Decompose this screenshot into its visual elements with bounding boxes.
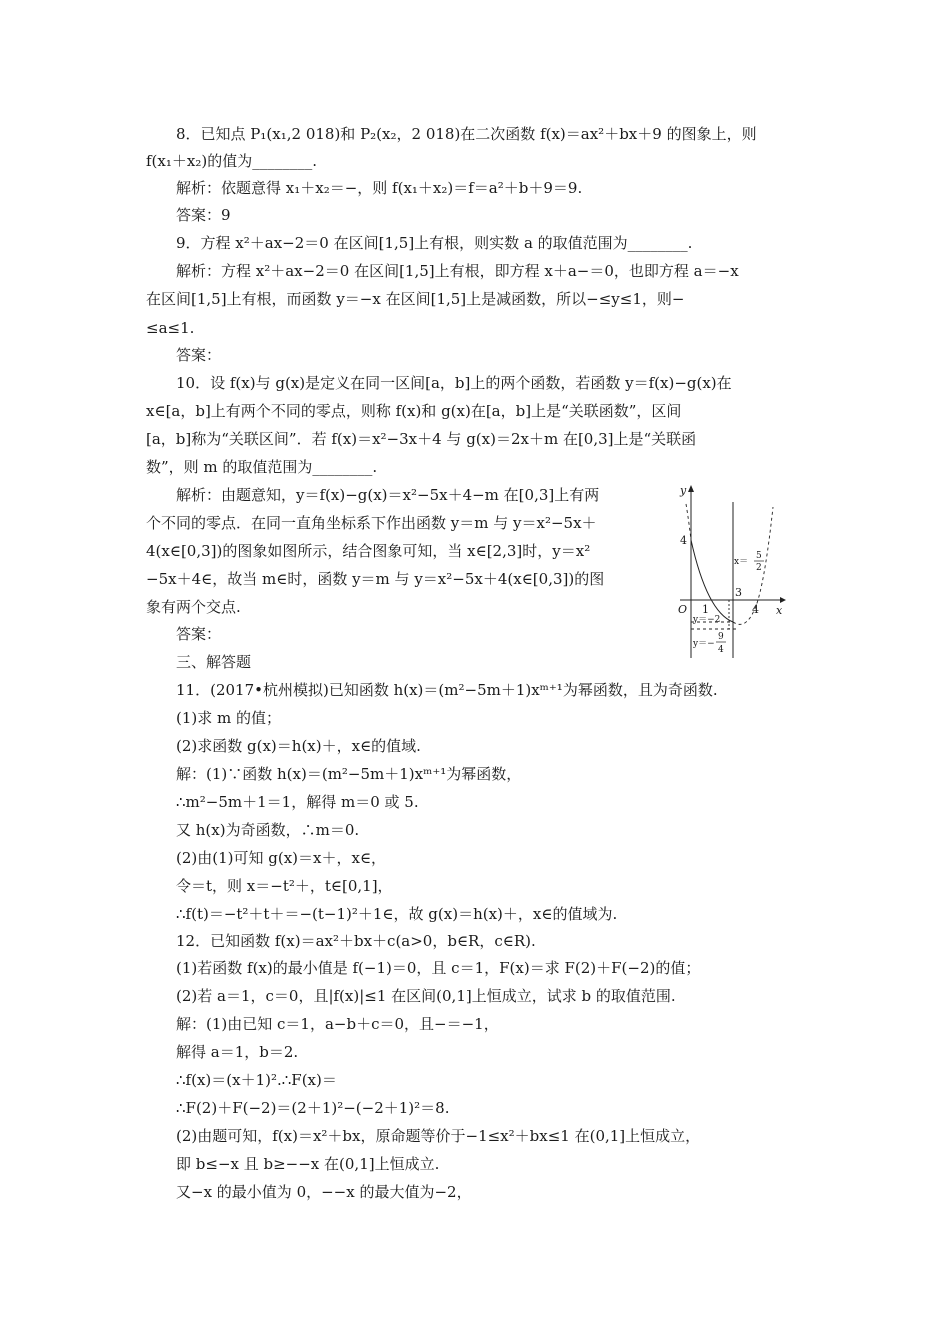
text-line: (2)由题可知，f(x)＝x²＋bx，原命题等价于−1≤x²＋bx≤1 在(0,1]上恒成立， — [176, 1127, 701, 1145]
label-y-minus9over4-num: 9 — [718, 632, 724, 642]
graph-svg — [676, 482, 788, 660]
text-line: 在区间[1,5]上有根，而函数 y＝−x 在区间[1,5]上是减函数，所以−≤y≤1，则− — [146, 290, 685, 308]
text-line: 12．已知函数 f(x)＝ax²＋bx＋c(a>0，b∈R，c∈R). — [176, 932, 536, 950]
text-line: 解：(1)∵函数 h(x)＝(m²−5m＋1)xᵐ⁺¹为幂函数， — [176, 765, 522, 783]
label-y-minus9over4-den: 4 — [718, 645, 724, 655]
section-heading: 三、解答题 — [176, 653, 252, 671]
text-line: (1)若函数 f(x)的最小值是 f(−1)＝0，且 c＝1，F(x)＝求 F(2)＋F(−2)的值； — [176, 959, 701, 977]
tick-label-4: 4 — [752, 603, 759, 616]
text-line: 令＝t，则 x＝−t²＋，t∈[0,1]， — [176, 877, 393, 895]
graph-figure — [676, 482, 788, 660]
text-line: 解：(1)由已知 c＝1，a−b＋c＝0，且−＝−1， — [176, 1015, 499, 1033]
text-line: −5x＋4∈，故当 m∈时，函数 y＝m 与 y＝x²−5x＋4(x∈[0,3])的图 — [146, 570, 605, 588]
tick-label-y4: 4 — [680, 534, 687, 547]
text-line: 解得 a＝1，b＝2. — [176, 1043, 299, 1061]
text-line: 数”，则 m 的取值范围为________. — [146, 458, 378, 476]
text-line: (2)由(1)可知 g(x)＝x＋，x∈， — [176, 849, 387, 867]
text-line: ∴f(x)＝(x＋1)².∴F(x)＝ — [176, 1071, 337, 1089]
text-line: x∈[a，b]上有两个不同的零点，则称 f(x)和 g(x)在[a，b]上是“关联函数”，区间 — [146, 402, 682, 420]
text-line: 解析：方程 x²＋ax−2＝0 在区间[1,5]上有根，即方程 x＋a−＝0，也即方程 a＝−x — [176, 262, 739, 280]
text-line: ∴f(t)＝−t²＋t＋＝−(t−1)²＋1∈，故 g(x)＝h(x)＋，x∈的值域为. — [176, 905, 618, 923]
text-line: (1)求 m 的值； — [176, 709, 282, 727]
tick-label-1: 1 — [702, 603, 709, 616]
origin-label: O — [678, 603, 688, 616]
y-axis-label: y — [680, 484, 687, 497]
text-line: f(x₁＋x₂)的值为________. — [146, 152, 317, 170]
text-line: 个不同的零点．在同一直角坐标系下作出函数 y＝m 与 y＝x²−5x＋ — [146, 514, 597, 532]
x-axis-arrow — [780, 597, 786, 603]
text-line: (2)求函数 g(x)＝h(x)＋，x∈的值域. — [176, 737, 421, 755]
label-x-5over2-num: 5 — [756, 551, 762, 561]
text-line: [a，b]称为“关联区间”．若 f(x)＝x²−3x＋4 与 g(x)＝2x＋m 在[0,3]上是“关联函 — [146, 430, 697, 448]
label-x-5over2-den: 2 — [756, 563, 762, 573]
text-line: (2)若 a＝1，c＝0，且|f(x)|≤1 在区间(0,1]上恒成立，试求 b 的取值范围. — [176, 987, 676, 1005]
y-axis-arrow — [688, 485, 694, 492]
text-line: ∴m²−5m＋1＝1，解得 m＝0 或 5. — [176, 793, 419, 811]
text-line: 即 b≤−x 且 b≥−−x 在(0,1]上恒成立. — [176, 1155, 440, 1173]
text-line: 答案： — [176, 625, 222, 643]
label-x-5over2-lhs: x＝ — [734, 557, 749, 567]
text-line: 9．方程 x²＋ax−2＝0 在区间[1,5]上有根，则实数 a 的取值范围为________. — [176, 234, 693, 252]
text-line: 又 h(x)为奇函数，∴m＝0. — [176, 821, 360, 839]
label-y-minus9over4-lhs: y＝− — [693, 639, 715, 649]
text-line: 解析：依题意得 x₁＋x₂＝−，则 f(x₁＋x₂)＝f＝a²＋b＋9＝9. — [176, 179, 583, 197]
parabola-solid — [691, 540, 733, 622]
label-y-minus2: y＝−2 — [693, 615, 721, 625]
tick-label-3: 3 — [735, 586, 742, 599]
text-line: 答案： — [176, 346, 222, 364]
x-axis-label: x — [776, 604, 783, 617]
text-line: 答案：9 — [176, 206, 231, 224]
text-line: 11．(2017•杭州模拟)已知函数 h(x)＝(m²−5m＋1)xᵐ⁺¹为幂函数，且为奇函数. — [176, 681, 718, 699]
text-line: 10．设 f(x)与 g(x)是定义在同一区间[a，b]上的两个函数，若函数 y＝f(x)−g(x)在 — [176, 374, 732, 392]
text-line: 4(x∈[0,3])的图象如图所示，结合图象可知，当 x∈[2,3]时，y＝x² — [146, 542, 591, 560]
text-line: 象有两个交点. — [146, 598, 241, 616]
text-line: ≤a≤1. — [146, 319, 195, 337]
text-line: ∴F(2)＋F(−2)＝(2＋1)²−(−2＋1)²＝8. — [176, 1099, 450, 1117]
text-line: 又−x 的最小值为 0，−−x 的最大值为−2， — [176, 1183, 472, 1201]
text-line: 解析：由题意知，y＝f(x)−g(x)＝x²−5x＋4−m 在[0,3]上有两 — [176, 486, 600, 504]
text-line: 8．已知点 P₁(x₁,2 018)和 P₂(x₂，2 018)在二次函数 f(x)＝ax²＋bx＋9 的图象上，则 — [176, 125, 757, 143]
